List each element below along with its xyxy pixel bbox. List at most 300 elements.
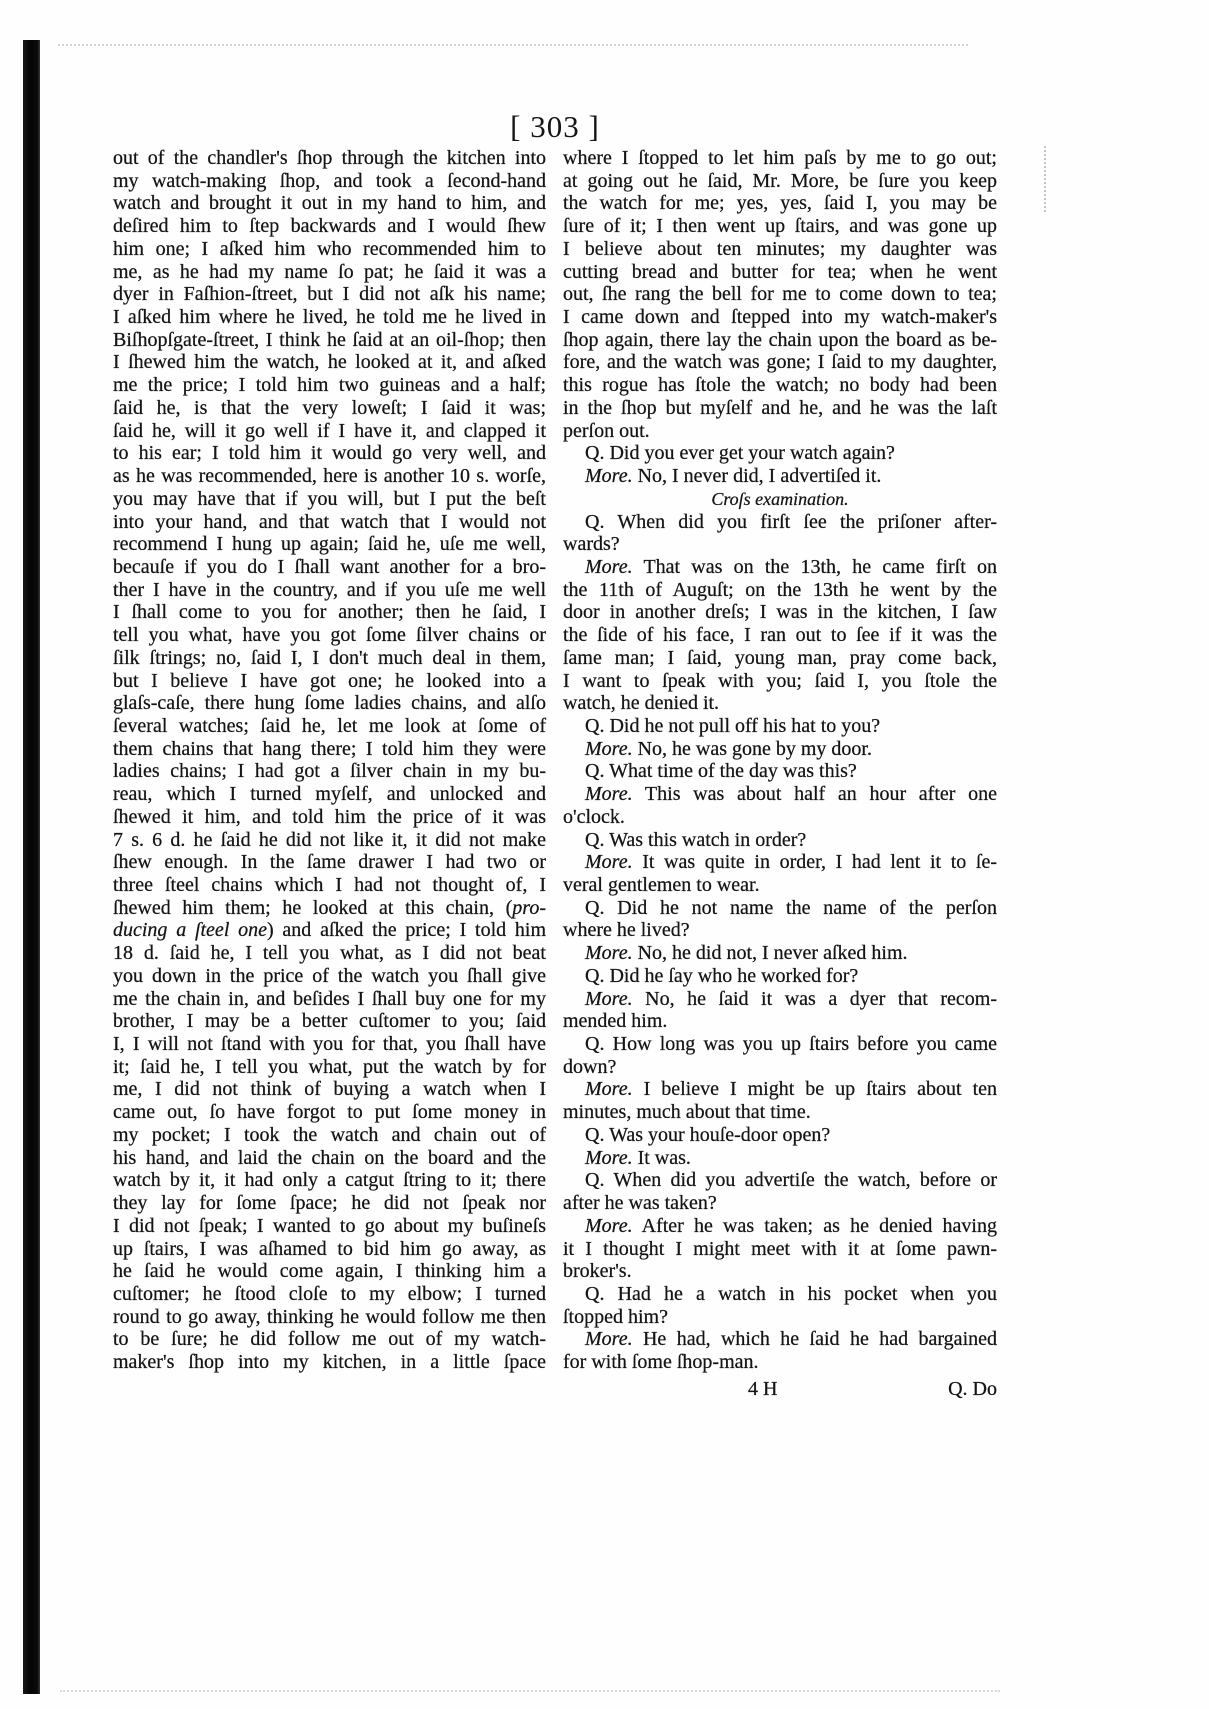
text-run: perſon out.	[563, 419, 650, 442]
speaker-label: More.	[585, 555, 633, 578]
text-line	[113, 851, 546, 874]
text-line	[113, 1056, 546, 1079]
line-text	[585, 1215, 997, 1237]
text-run: ſame man; I ſaid, young man, pray come back,	[563, 646, 997, 669]
text-line	[563, 261, 997, 284]
text-run: Biſhopſgate-ſtreet, I think he ſaid at an oil-ſhop; then	[113, 328, 546, 351]
testimony-paragraph	[563, 760, 997, 783]
text-line	[113, 760, 546, 783]
text-run: brother, I may be a better cuſtomer to you; ſaid	[113, 1010, 546, 1033]
text-run: it I thought I might meet with it at ſome pawn-	[563, 1237, 997, 1260]
text-run: I ſhall come to you for another; then he ſaid, I	[113, 601, 546, 624]
left-column	[113, 147, 546, 1374]
text-run: How long was you up ſtairs before you came	[612, 1033, 997, 1056]
testimony-paragraph	[563, 1328, 997, 1373]
line-text	[563, 1260, 632, 1282]
text-run: 18 d. ſaid he, I tell you what, as I did not beat	[113, 942, 546, 965]
text-line	[113, 942, 546, 965]
text-line	[113, 715, 546, 738]
text-line	[113, 1124, 546, 1147]
line-text	[563, 351, 997, 373]
line-text	[113, 760, 546, 782]
signature-mark: 4 H	[748, 1378, 778, 1400]
line-text	[113, 215, 546, 237]
text-run: this rogue has ſtole the watch; no body had been	[563, 374, 997, 397]
speaker-label: More.	[585, 1146, 633, 1169]
text-run: I came down and ſtepped into my watch-maker's	[563, 306, 997, 329]
text-run: maker's ſhop into my kitchen, in a little ſpace	[113, 1351, 546, 1374]
text-line	[113, 1192, 546, 1215]
speaker-label: Q.	[585, 760, 605, 783]
text-line	[563, 738, 997, 761]
text-line	[113, 1078, 546, 1101]
text-run: where he lived?	[563, 919, 690, 942]
text-line	[113, 1147, 546, 1170]
text-line	[563, 1215, 997, 1238]
text-line	[563, 647, 997, 670]
text-run: No, he ſaid it was a dyer that recom-	[645, 987, 998, 1010]
text-run: After he was taken; as he denied having	[641, 1214, 997, 1237]
text-run: me the price; I told him two guineas and a half;	[113, 374, 546, 397]
text-segment: ſhewed him them; he looked at this chain, (	[113, 896, 513, 919]
narrative-paragraph	[563, 147, 997, 442]
line-text	[113, 624, 546, 646]
speaker-label: More.	[585, 465, 633, 488]
line-text	[585, 511, 997, 533]
text-run: door in another dreſs; I was in the kitchen, I ſaw	[563, 601, 997, 624]
line-text	[113, 465, 546, 487]
text-line	[563, 1283, 997, 1306]
text-line	[563, 851, 997, 874]
line-text	[563, 215, 997, 237]
text-run: That was on the 13th, he came firſt on	[643, 555, 997, 578]
line-text	[563, 1238, 997, 1260]
text-run: What time of the day was this?	[609, 760, 857, 783]
testimony-paragraph	[563, 965, 997, 988]
text-line	[113, 283, 546, 306]
text-run: ſilk ſtrings; no, ſaid I, I don't much deal in them,	[113, 646, 546, 669]
line-text	[563, 874, 760, 896]
text-line	[563, 1056, 997, 1079]
scan-edge-shadow	[23, 40, 40, 1694]
text-line	[563, 829, 997, 852]
text-line	[113, 397, 546, 420]
text-line	[113, 579, 546, 602]
line-text	[113, 1215, 546, 1237]
text-line	[563, 1033, 997, 1056]
text-run: to his ear; I told him it would go very well, and	[113, 442, 546, 465]
text-run: but I believe I have got one; he looked into a	[113, 669, 546, 692]
text-line	[563, 238, 997, 261]
text-run: I ſhewed him the watch, he looked at it, and aſked	[113, 351, 546, 374]
text-run: ſtopped him?	[563, 1305, 668, 1328]
speaker-label: Q.	[585, 964, 605, 987]
text-segment: ducing a ſteel one	[113, 919, 268, 942]
testimony-paragraph	[563, 829, 997, 852]
line-text	[113, 1101, 546, 1123]
line-text	[113, 1147, 546, 1169]
text-line	[113, 965, 546, 988]
line-text	[113, 1306, 546, 1328]
text-line	[563, 988, 997, 1011]
line-text	[113, 738, 546, 760]
narrative-paragraph	[113, 147, 546, 1374]
line-text	[563, 306, 997, 328]
speaker-label: More.	[585, 1214, 633, 1237]
scan-noise-bottom	[60, 1690, 1000, 1692]
speaker-label: More.	[585, 987, 633, 1010]
line-text	[585, 965, 858, 987]
text-run: broker's.	[563, 1260, 632, 1283]
line-text	[113, 897, 546, 919]
text-run: you may have that if you will, but I put the beſt	[113, 487, 546, 510]
text-line	[113, 420, 546, 443]
line-text	[113, 670, 546, 692]
text-line	[113, 647, 546, 670]
text-run: my pocket; I took the watch and chain out of	[113, 1123, 546, 1146]
text-run: watch, he denied it.	[563, 692, 720, 715]
testimony-paragraph	[563, 1124, 997, 1147]
text-line	[113, 238, 546, 261]
text-run: Did he not name the name of the perſon	[617, 896, 997, 919]
line-text	[563, 238, 997, 260]
text-line	[563, 942, 997, 965]
speaker-label: Q.	[585, 828, 605, 851]
line-text	[585, 783, 997, 805]
text-line	[113, 442, 546, 465]
text-run: three ſteel chains which I had not thought of, I	[113, 874, 546, 896]
text-line	[563, 874, 997, 897]
line-text	[113, 397, 546, 419]
text-line	[113, 1283, 546, 1306]
text-line	[563, 919, 997, 942]
text-line	[113, 1169, 546, 1192]
text-line	[563, 670, 997, 693]
text-run: to be ſure; he did follow me out of my watch-	[113, 1328, 546, 1351]
line-text	[113, 1260, 546, 1282]
speaker-label: Q.	[585, 1033, 605, 1056]
text-line	[113, 1215, 546, 1238]
text-line	[563, 1260, 997, 1283]
text-line	[563, 533, 997, 556]
text-run: my watch-making ſhop, and took a ſecond-hand	[113, 169, 546, 192]
text-run: 7 s. 6 d. he ſaid he did not like it, it did not make	[113, 828, 546, 851]
text-run: veral gentlemen to wear.	[563, 874, 760, 896]
text-line	[563, 692, 997, 715]
text-line	[113, 692, 546, 715]
line-text	[113, 851, 546, 873]
line-text	[113, 965, 546, 987]
text-run: I aſked him where he lived, he told me he lived in	[113, 306, 546, 329]
text-run: When did you advertiſe the watch, before or	[613, 1169, 997, 1192]
text-line	[563, 397, 997, 420]
line-text	[113, 1238, 546, 1260]
speaker-label: Q.	[585, 1169, 605, 1192]
text-run: mended him.	[563, 1010, 668, 1033]
testimony-paragraph	[563, 465, 997, 488]
line-text	[113, 147, 546, 169]
text-line	[113, 147, 546, 170]
line-text	[585, 1033, 997, 1055]
speaker-label: More.	[585, 783, 633, 806]
line-text	[113, 420, 546, 442]
catchword: Q. Do	[948, 1378, 997, 1400]
text-run: No, he was gone by my door.	[637, 737, 872, 760]
testimony-paragraph	[563, 897, 997, 942]
testimony-paragraph	[563, 715, 997, 738]
line-text	[113, 1078, 546, 1100]
text-run: them chains that hang there; I told him they were	[113, 737, 546, 760]
text-run: Did he ſay who he worked for?	[609, 964, 859, 987]
text-line	[113, 465, 546, 488]
text-run: me the chain in, and beſides I ſhall buy one for my	[113, 987, 546, 1010]
text-line	[113, 192, 546, 215]
text-run: you down in the price of the watch you ſhall give	[113, 964, 546, 987]
line-text	[563, 420, 650, 442]
testimony-paragraph	[563, 851, 997, 896]
text-line	[113, 988, 546, 1011]
speaker-label: More.	[585, 851, 633, 874]
text-line	[563, 351, 997, 374]
text-line	[113, 1238, 546, 1261]
speaker-label: Q.	[585, 442, 605, 465]
text-run: him one; I aſked him who recommended him to	[113, 237, 546, 260]
text-line	[563, 1306, 997, 1329]
line-text	[113, 170, 546, 192]
text-run: It was.	[637, 1146, 691, 1169]
text-line	[563, 283, 997, 306]
text-run: ſhewed it him, and told him the price of it was	[113, 805, 546, 828]
line-text	[113, 283, 546, 305]
line-text	[113, 783, 546, 805]
line-text	[563, 261, 997, 283]
text-run: recommend I hung up again; ſaid he, uſe me well,	[113, 533, 546, 556]
text-line	[563, 147, 997, 170]
text-line	[563, 374, 997, 397]
text-run: me, as he had my name ſo pat; he ſaid it was a	[113, 260, 546, 283]
text-run: round to go away, thinking he would follow me then	[113, 1305, 546, 1328]
testimony-paragraph	[563, 738, 997, 761]
line-text	[113, 579, 546, 601]
text-line	[563, 170, 997, 193]
text-line	[563, 806, 997, 829]
line-text	[113, 988, 546, 1010]
line-text	[113, 1351, 546, 1373]
text-segment: ) and aſked the price; I told him	[267, 919, 547, 942]
text-run: ladies chains; I had got a ſilver chain in my bu-	[113, 760, 546, 783]
text-line	[113, 783, 546, 806]
text-run: wards?	[563, 533, 620, 556]
text-run: where I ſtopped to let him paſs by me to go out;	[563, 147, 997, 169]
text-line	[563, 1010, 997, 1033]
text-run: the ſide of his face, I ran out to ſee if it was the	[563, 624, 997, 647]
line-text	[563, 329, 997, 351]
text-run: dyer in Faſhion-ſtreet, but I did not aſk his name;	[113, 283, 546, 306]
text-line	[113, 329, 546, 352]
text-line	[563, 465, 997, 488]
line-text	[585, 988, 997, 1010]
line-text	[113, 351, 546, 373]
speaker-label: More.	[585, 1078, 633, 1101]
speaker-label: More.	[585, 737, 633, 760]
line-text	[113, 511, 546, 533]
text-run: ſeveral watches; ſaid he, let me look at ſome of	[113, 714, 546, 737]
line-text	[563, 283, 997, 305]
line-text	[563, 647, 997, 669]
line-text	[113, 1056, 546, 1078]
speaker-label: Q.	[585, 714, 605, 737]
line-text	[113, 1010, 546, 1032]
text-run: Did he not pull off his hat to you?	[609, 714, 881, 737]
text-run: ſure of it; I then went up ſtairs, and was gone up	[563, 215, 997, 238]
line-text	[113, 1328, 546, 1350]
line-text	[563, 147, 997, 169]
text-line	[113, 533, 546, 556]
text-run: the 11th of Auguſt; on the 13th he went by the	[563, 578, 997, 601]
speaker-label: Q.	[585, 896, 605, 919]
line-text	[563, 1351, 759, 1373]
text-line	[113, 306, 546, 329]
line-text	[585, 897, 997, 919]
line-text	[563, 1306, 668, 1328]
text-line	[113, 556, 546, 579]
text-run: becauſe if you do I ſhall want another for a bro-	[113, 555, 546, 578]
text-line	[563, 783, 997, 806]
text-line	[563, 1124, 997, 1147]
text-line	[563, 329, 997, 352]
text-line	[113, 1033, 546, 1056]
text-line	[113, 351, 546, 374]
text-line	[113, 1328, 546, 1351]
line-text	[563, 170, 997, 192]
text-line	[563, 1192, 997, 1215]
text-line	[563, 1147, 997, 1170]
text-run: me, I did not think of buying a watch when I	[113, 1078, 546, 1101]
text-line	[563, 1238, 997, 1261]
text-line	[113, 874, 546, 897]
line-text	[563, 1010, 667, 1032]
text-run: I believe about ten minutes; my daughter was	[563, 237, 997, 260]
line-text	[585, 1328, 997, 1350]
text-line	[113, 1351, 546, 1374]
line-text	[113, 533, 546, 555]
line-text	[585, 465, 881, 487]
text-line	[563, 511, 997, 534]
line-text	[113, 647, 546, 669]
text-line	[113, 829, 546, 852]
text-line	[563, 215, 997, 238]
line-text	[585, 1169, 997, 1191]
text-line	[563, 715, 997, 738]
text-run: Did you ever get your watch again?	[609, 442, 895, 465]
line-text	[113, 942, 546, 964]
text-line	[113, 1010, 546, 1033]
text-run: ſaid he, will it go well if I have it, and clapped it	[113, 419, 546, 442]
line-text	[563, 533, 620, 555]
line-text	[113, 556, 546, 578]
text-run: watch by it, it had only a catgut ſtring to it; there	[113, 1169, 546, 1192]
text-run: as he was recommended, here is another 10 s. worſe,	[113, 465, 546, 488]
text-line	[563, 556, 997, 579]
text-run: Was your houſe-door open?	[609, 1123, 831, 1146]
text-line	[563, 192, 997, 215]
line-text	[113, 1124, 546, 1146]
text-run: I did not ſpeak; I wanted to go about my buſineſs	[113, 1214, 546, 1237]
testimony-paragraph	[563, 442, 997, 465]
section-heading: Croſs examination.	[711, 488, 849, 509]
line-text	[585, 738, 872, 760]
line-text	[113, 829, 546, 851]
line-text	[113, 374, 546, 396]
text-run: tell you what, have you got ſome ſilver chains or	[113, 624, 546, 647]
text-run: ſhew enough. In the ſame drawer I had two or	[113, 851, 546, 874]
scan-noise-right	[1044, 146, 1046, 212]
text-run: ſaid he, is that the very loweſt; I ſaid it was;	[113, 396, 546, 419]
speaker-label: Q.	[585, 1123, 605, 1146]
text-run: It was quite in order, I had lent it to ſe-	[642, 851, 997, 874]
line-text	[113, 261, 546, 283]
text-line	[113, 1101, 546, 1124]
text-line	[113, 897, 546, 920]
testimony-paragraph	[563, 783, 997, 828]
speaker-label: Q.	[585, 510, 605, 533]
line-text	[563, 670, 997, 692]
text-run: This was about half an hour after one	[644, 783, 998, 806]
text-run: in the ſhop but myſelf and he, and he was the laſt	[563, 396, 997, 419]
text-line	[113, 601, 546, 624]
text-line	[563, 965, 997, 988]
text-run: cuſtomer; he ſtood cloſe to my elbow; I turned	[113, 1282, 546, 1305]
text-line	[563, 1078, 997, 1101]
line-text	[585, 715, 880, 737]
text-line	[563, 624, 997, 647]
page-number-header: [ 303 ]	[510, 109, 600, 144]
line-text	[563, 806, 625, 828]
right-column	[563, 147, 997, 1374]
text-run: the watch for me; yes, yes, ſaid I, you may be	[563, 192, 997, 215]
speaker-label: More.	[585, 1328, 633, 1351]
line-text	[563, 601, 997, 623]
line-text	[585, 556, 997, 578]
text-run: When did you firſt ſee the priſoner after-	[617, 510, 998, 533]
text-line	[113, 738, 546, 761]
text-line	[563, 760, 997, 783]
text-run: reau, which I turned myſelf, and unlocked and	[113, 783, 546, 806]
scan-noise-top	[58, 44, 968, 46]
text-run: Was this watch in order?	[609, 828, 807, 851]
speaker-label: Q.	[585, 1282, 605, 1305]
line-text	[563, 1101, 811, 1123]
text-line	[113, 1260, 546, 1283]
text-run: minutes, much about that time.	[563, 1101, 811, 1124]
text-line	[563, 1169, 997, 1192]
line-text	[113, 601, 546, 623]
testimony-paragraph	[563, 1283, 997, 1328]
text-run: out, ſhe rang the bell for me to come down to tea;	[563, 283, 997, 306]
line-text	[585, 442, 895, 464]
text-run: they lay for ſome ſpace; he did not ſpeak nor	[113, 1192, 546, 1215]
text-run: ther I have in the country, and if you uſe me well	[113, 578, 546, 601]
line-text	[113, 1283, 546, 1305]
speaker-label: More.	[585, 942, 633, 965]
text-run: glaſs-caſe, there hung ſome ladies chains, and alſo	[113, 692, 546, 715]
line-text	[563, 1192, 717, 1214]
line-text	[563, 1056, 616, 1078]
text-line	[113, 170, 546, 193]
line-text	[113, 1192, 546, 1214]
text-line	[113, 215, 546, 238]
text-run: at going out he ſaid, Mr. More, be ſure you keep	[563, 169, 997, 192]
